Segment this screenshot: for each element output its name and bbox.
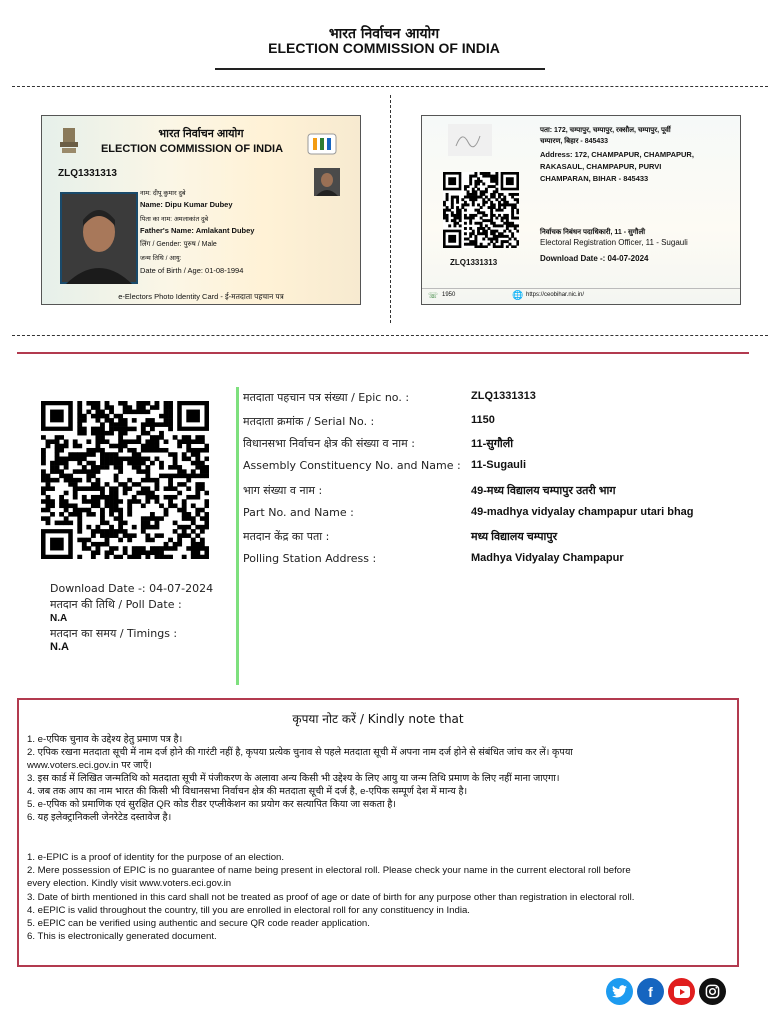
address-hindi-1: पता: 172, चम्पापुर, चम्पापुर, रक्सौल, चम्पापुर, पूर्वी: [540, 127, 671, 134]
note-english-5: 5. eEPIC can be verified using authentic and secure QR code reader application.: [27, 918, 370, 929]
father-name-english: Father's Name: Amlakant Dubey: [140, 226, 255, 235]
note-hindi-5: 5. e-एपिक को प्रमाणिक एवं सुरक्षित QR कोड रीडर एप्लीकेशन का प्रयोग कर सत्यापित किया जा सकता है।: [27, 799, 396, 810]
twitter-icon[interactable]: [606, 978, 633, 1005]
notes-title: कृपया नोट करें / Kindly note that: [292, 712, 464, 726]
card-back-rule: [422, 288, 740, 289]
header-underline: [215, 68, 545, 70]
value-part-english: 49-madhya vidyalay champapur utari bhag: [471, 506, 694, 518]
section-divider: [17, 352, 749, 354]
note-english-2: 2. Mere possession of EPIC is no guarantee of name being present in electoral roll. Please check your name in the current electoral roll before: [27, 865, 631, 876]
label-polling-english: Polling Station Address :: [243, 552, 377, 565]
notes-box: [17, 698, 739, 967]
value-epic-no: ZLQ1331313: [471, 390, 536, 402]
poll-date-value: N.A: [50, 613, 68, 624]
card-title-english: ELECTION COMMISSION OF INDIA: [100, 143, 284, 155]
card-back-epic-no: ZLQ1331313: [450, 258, 498, 267]
dob-label-hindi: जन्म तिथि / आयु:: [140, 255, 182, 262]
globe-icon: 🌐: [512, 290, 524, 300]
voter-name-english: Name: Dipu Kumar Dubey: [140, 200, 233, 209]
gender: लिंग / Gender: पुरुष / Male: [140, 241, 217, 248]
value-serial-no: 1150: [471, 414, 495, 426]
card-qr-code: [443, 172, 519, 248]
youtube-icon[interactable]: [668, 978, 695, 1005]
note-hindi-4: 4. जब तक आप का नाम भारत की किसी भी विधानसभा निर्वाचन क्षेत्र की मतदाता सूची में दर्ज है, e-एपिक सम्पूर्ण देश में मान्य है।: [27, 786, 468, 797]
phone-icon: ☏: [428, 291, 439, 300]
details-separator: [236, 387, 239, 685]
card-download-date: Download Date -: 04-07-2024: [540, 254, 649, 263]
id-card-back: [421, 115, 741, 305]
card-footer: e-Electors Photo Identity Card - ई-मतदाता पहचान पत्र: [118, 292, 284, 301]
helpline-number: 1950: [442, 292, 456, 298]
note-english-2-cont: every election. Kindly visit www.voters.eci.gov.in: [27, 878, 232, 889]
label-epic-no: मतदाता पहचान पत्र संख्या / Epic no. :: [243, 391, 410, 404]
father-name-hindi: पिता का नाम: अमलाकांत दुबे: [140, 216, 209, 223]
label-serial-no: मतदाता क्रमांक / Serial No. :: [243, 415, 375, 428]
download-date: Download Date -: 04-07-2024: [50, 582, 214, 595]
main-qr-code: [41, 401, 209, 559]
value-assembly-english: 11-Sugauli: [471, 459, 527, 471]
cut-line-middle: [390, 95, 391, 323]
eci-logo-icon: [307, 130, 337, 156]
timings-value: N.A: [50, 641, 69, 653]
date-of-birth: Date of Birth / Age: 01-08-1994: [140, 266, 244, 275]
ero-english: Electoral Registration Officer, 11 - Sugauli: [540, 238, 688, 247]
poll-date-label: मतदान की तिथि / Poll Date :: [50, 598, 182, 611]
note-english-3: 3. Date of birth mentioned in this card shall not be treated as proof of age or date of birth for any purpose other than registration in electoral roll.: [27, 892, 635, 903]
note-hindi-1: 1. e-एपिक चुनाव के उद्देश्य हेतु प्रमाण पत्र है।: [27, 734, 183, 745]
voter-photo: [60, 192, 138, 284]
header-title-hindi: भारत निर्वाचन आयोग: [328, 26, 440, 42]
header-title-english: ELECTION COMMISSION OF INDIA: [268, 40, 500, 56]
value-part-hindi: 49-मध्य विद्यालय चम्पापुर उतरी भाग: [471, 485, 616, 497]
address-english-2: RAKASAUL, CHAMPAPUR, PURVI: [540, 162, 662, 171]
label-polling-hindi: मतदान केंद्र का पता :: [243, 530, 330, 543]
label-part-hindi: भाग संख्या व नाम :: [243, 484, 323, 497]
card-epic-no: ZLQ1331313: [58, 168, 117, 179]
value-polling-hindi: मध्य विद्यालय चम्पापुर: [471, 531, 558, 543]
voter-photo-small: [314, 168, 340, 196]
value-polling-english: Madhya Vidyalay Champapur: [471, 552, 624, 564]
note-english-4: 4. eEPIC is valid throughout the country, till you are enrolled in electoral roll for any constituency in India.: [27, 905, 470, 916]
voter-name-hindi: नाम: दीपू कुमार दुबे: [140, 190, 186, 197]
note-hindi-2-cont: www.voters.eci.gov.in पर जाएँ।: [27, 760, 152, 771]
label-assembly-hindi: विधानसभा निर्वाचन क्षेत्र की संख्या व नाम :: [243, 437, 415, 450]
card-title-hindi: भारत निर्वाचन आयोग: [158, 128, 244, 140]
note-hindi-3: 3. इस कार्ड में लिखित जन्मतिथि को मतदाता सूची में पंजीकरण के अलावा अन्य किसी भी उद्देश्य के लिए आयु या जन्म तिथि प्रमाण के लिए नहीं माना जाएगा।: [27, 773, 560, 784]
note-english-6: 6. This is electronically generated document.: [27, 931, 217, 942]
timings-label: मतदान का समय / Timings :: [50, 627, 178, 640]
note-hindi-6: 6. यह इलेक्ट्रानिकली जेनरेटेड दस्तावेज है।: [27, 812, 172, 823]
id-card-front: [41, 115, 361, 305]
label-assembly-english: Assembly Constituency No. and Name :: [243, 459, 461, 472]
facebook-icon[interactable]: f: [637, 978, 664, 1005]
address-english-3: CHAMPARAN, BIHAR - 845433: [540, 174, 649, 183]
label-part-english: Part No. and Name :: [243, 506, 354, 519]
website-link[interactable]: https://ceobihar.nic.in/: [526, 292, 585, 298]
address-english-1: Address: 172, CHAMPAPUR, CHAMPAPUR,: [540, 150, 694, 159]
address-hindi-2: चम्पारण, बिहार - 845433: [540, 138, 609, 145]
ero-hindi: निर्वाचक निबंधन पदाधिकारी, 11 - सुगौली: [540, 229, 646, 236]
cut-line-bottom: [12, 335, 768, 336]
note-hindi-2: 2. एपिक रखना मतदाता सूची में नाम दर्ज होने की गारंटी नहीं है, कृपया प्रत्येक चुनाव से पहले मतदाता सूची में अपना नाम दर्ज होने से संबंधित जांच कर लें। कृपया: [27, 747, 573, 758]
note-english-1: 1. e-EPIC is a proof of identity for the purpose of an election.: [27, 852, 285, 863]
signature-image: [448, 124, 492, 156]
cut-line-top: [12, 86, 768, 87]
instagram-icon[interactable]: [699, 978, 726, 1005]
value-assembly-hindi: 11-सुगौली: [471, 438, 514, 450]
